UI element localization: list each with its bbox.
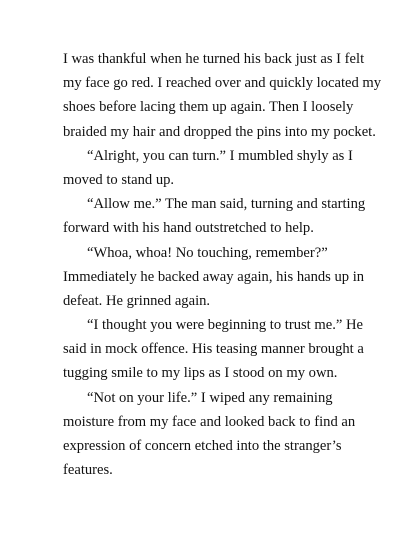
text-line: tugging smile to my lips as I stood on my own. — [63, 365, 338, 382]
text-line: “Allow me.” The man said, turning and starting — [87, 196, 366, 213]
text-line: defeat. He grinned again. — [63, 292, 211, 309]
text-line: “I thought you were beginning to trust me.” He — [87, 317, 363, 334]
body-text — [63, 47, 382, 482]
text-line: “Whoa, whoa! No touching, remember?” — [87, 244, 328, 261]
text-line: Immediately he backed away again, his hands up in — [63, 268, 365, 285]
text-line: braided my hair and dropped the pins into my pocket. — [63, 123, 376, 140]
text-line: shoes before lacing them up again. Then I loosely — [63, 99, 354, 116]
text-line: I was thankful when he turned his back just as I felt — [63, 51, 365, 67]
text-line: moved to stand up. — [63, 171, 175, 188]
text-line: my face go red. I reached over and quickly located my — [63, 75, 382, 92]
text-line: “Not on your life.” I wiped any remaining — [87, 389, 333, 406]
text-line: expression of concern etched into the stranger’s — [63, 438, 342, 454]
text-line: “Alright, you can turn.” I mumbled shyly as I — [87, 147, 353, 164]
text-line: features. — [63, 462, 113, 479]
text-line: said in mock offence. His teasing manner brought a — [63, 341, 364, 358]
text-line: forward with his hand outstretched to help. — [63, 220, 314, 237]
text-line: moisture from my face and looked back to find an — [63, 413, 356, 430]
